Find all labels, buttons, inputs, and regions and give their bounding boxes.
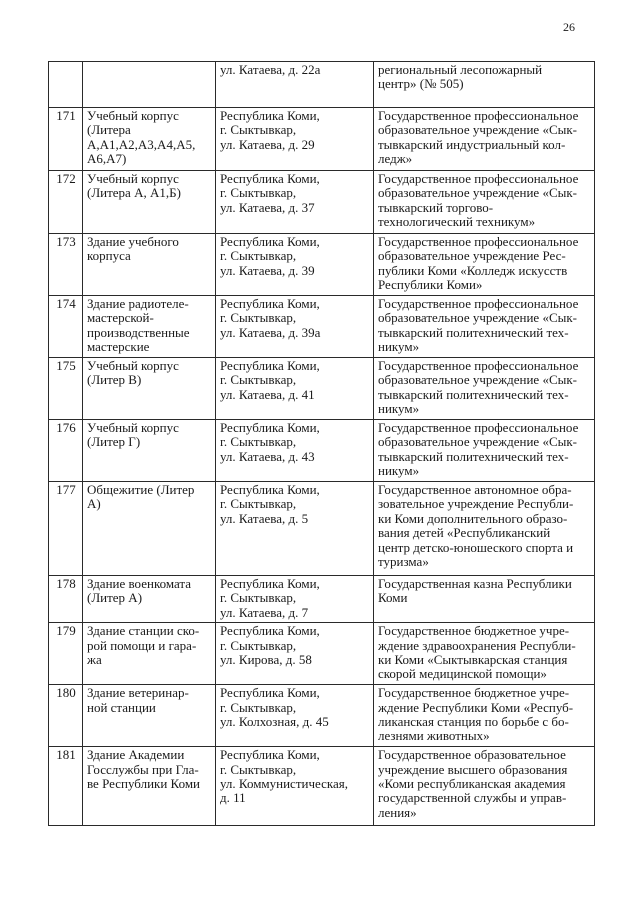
holder-organization: Государственное бюджетное учре- ждение здравоохранения Республи- ки Коми «Сыктывкарская станция скорой медицинской помощи» <box>374 623 595 685</box>
table-row <box>49 482 595 576</box>
table-row <box>49 685 595 747</box>
object-address: Республика Коми, г. Сыктывкар, ул. Катаева, д. 43 <box>216 420 374 482</box>
table-row <box>49 296 595 358</box>
object-address: Республика Коми, г. Сыктывкар, ул. Катаева, д. 37 <box>216 171 374 234</box>
object-name: Здание радиотеле- мастерской- производственные мастерские <box>83 296 216 358</box>
object-name: Здание ветеринар- ной станции <box>83 685 216 747</box>
holder-organization: Государственное профессиональное образовательное учреждение «Сык- тывкарский торгово- технологический техникум» <box>374 171 595 234</box>
table-row <box>49 358 595 420</box>
holder-organization: Государственное профессиональное образовательное учреждение «Сык- тывкарский политехнический тех- никум» <box>374 296 595 358</box>
holder-organization: Государственное профессиональное образовательное учреждение «Сык- тывкарский индустриальный кол- ледж» <box>374 108 595 171</box>
object-address: Республика Коми, г. Сыктывкар, ул. Коммунистическая, д. 11 <box>216 747 374 826</box>
row-number: 181 <box>49 747 83 826</box>
object-address: Республика Коми, г. Сыктывкар, ул. Катаева, д. 7 <box>216 576 374 623</box>
object-name: Общежитие (Литер А) <box>83 482 216 576</box>
object-name: Здание учебного корпуса <box>83 234 216 296</box>
row-number: 172 <box>49 171 83 234</box>
object-address: Республика Коми, г. Сыктывкар, ул. Кирова, д. 58 <box>216 623 374 685</box>
table-row <box>49 420 595 482</box>
object-name: Учебный корпус (Литер Г) <box>83 420 216 482</box>
row-number: 178 <box>49 576 83 623</box>
table-row <box>49 747 595 826</box>
object-address: Республика Коми, г. Сыктывкар, ул. Катаева, д. 29 <box>216 108 374 171</box>
holder-organization: региональный лесопожарный центр» (№ 505) <box>374 62 595 108</box>
row-number: 180 <box>49 685 83 747</box>
table-row <box>49 234 595 296</box>
object-name: Здание военкомата (Литер А) <box>83 576 216 623</box>
holder-organization: Государственное профессиональное образовательное учреждение Рес- публики Коми «Колледж искусств Республики Коми» <box>374 234 595 296</box>
row-number: 179 <box>49 623 83 685</box>
holder-organization: Государственное автономное обра- зовательное учреждение Республи- ки Коми дополнительного образо- вания детей «Республиканский центр детско-юношеского спорта и туризма» <box>374 482 595 576</box>
object-name: Учебный корпус (Литер В) <box>83 358 216 420</box>
object-address: ул. Катаева, д. 22а <box>216 62 374 108</box>
table-row <box>49 108 595 171</box>
page-number: 26 <box>563 20 575 34</box>
table-row <box>49 171 595 234</box>
object-name: Учебный корпус (Литера А, А1,Б) <box>83 171 216 234</box>
table-row <box>49 623 595 685</box>
table-row <box>49 62 595 108</box>
holder-organization: Государственное образовательное учреждение высшего образования «Коми республиканская академия государственной службы и управ- ления» <box>374 747 595 826</box>
table-body <box>49 62 595 826</box>
row-number: 174 <box>49 296 83 358</box>
holder-organization: Государственное бюджетное учре- ждение Республики Коми «Респуб- ликанская станция по борьбе с бо- лезнями животных» <box>374 685 595 747</box>
object-address: Республика Коми, г. Сыктывкар, ул. Катаева, д. 41 <box>216 358 374 420</box>
object-address: Республика Коми, г. Сыктывкар, ул. Катаева, д. 39а <box>216 296 374 358</box>
table-row <box>49 576 595 623</box>
object-name: Здание Академии Госслужбы при Гла- ве Республики Коми <box>83 747 216 826</box>
property-registry-table <box>48 61 595 826</box>
row-number: 171 <box>49 108 83 171</box>
object-address: Республика Коми, г. Сыктывкар, ул. Колхозная, д. 45 <box>216 685 374 747</box>
object-name: Учебный корпус (Литера А,А1,А2,А3,А4,А5, А6,А7) <box>83 108 216 171</box>
object-address: Республика Коми, г. Сыктывкар, ул. Катаева, д. 5 <box>216 482 374 576</box>
holder-organization: Государственное профессиональное образовательное учреждение «Сык- тывкарский политехнический тех- никум» <box>374 420 595 482</box>
row-number: 175 <box>49 358 83 420</box>
object-name <box>83 62 216 108</box>
row-number: 177 <box>49 482 83 576</box>
row-number: 173 <box>49 234 83 296</box>
object-name: Здание станции ско- рой помощи и гара- жа <box>83 623 216 685</box>
row-number: 176 <box>49 420 83 482</box>
holder-organization: Государственная казна Республики Коми <box>374 576 595 623</box>
object-address: Республика Коми, г. Сыктывкар, ул. Катаева, д. 39 <box>216 234 374 296</box>
holder-organization: Государственное профессиональное образовательное учреждение «Сык- тывкарский политехнический тех- никум» <box>374 358 595 420</box>
row-number <box>49 62 83 108</box>
